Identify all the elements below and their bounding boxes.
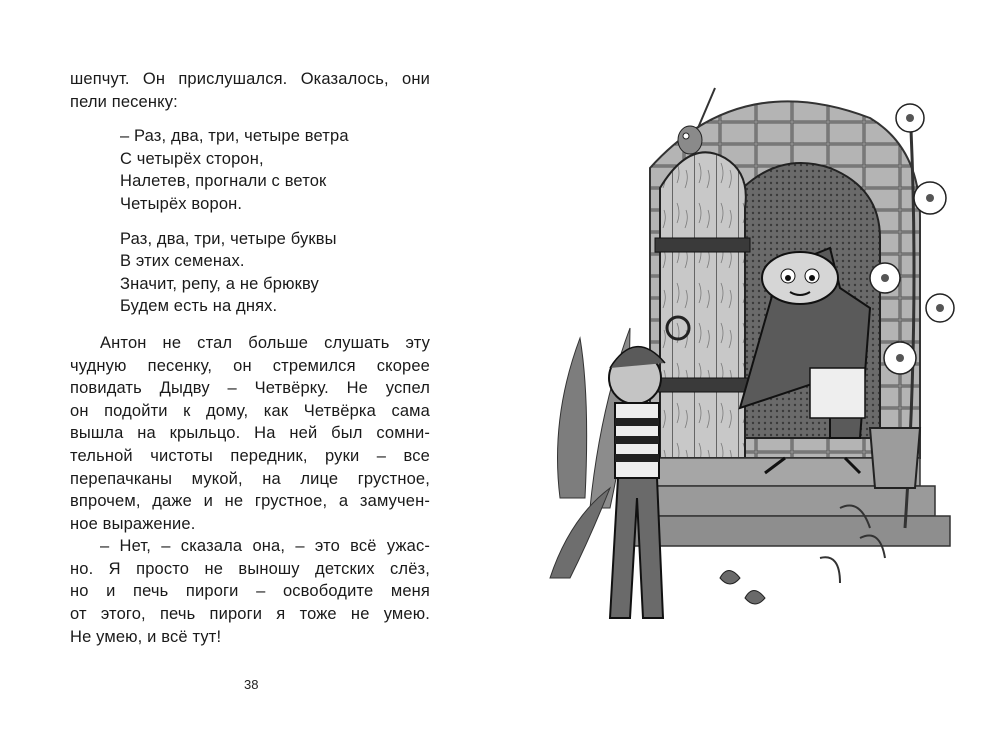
poem-line: Четырёх ворон. bbox=[120, 194, 243, 213]
text-line: вышла на крыльцо. На ней был сомни- bbox=[70, 424, 430, 443]
poem-line: В этих семенах. bbox=[120, 252, 245, 271]
paragraph bbox=[70, 332, 430, 535]
text-line: пели песенку: bbox=[70, 92, 178, 111]
text-line: перепачканы мукой, на лице грустное, bbox=[70, 469, 430, 488]
text-line: Антон не стал больше слушать эту bbox=[100, 333, 430, 352]
text-line: – Нет, – сказала она, – это всё ужас- bbox=[100, 537, 430, 556]
text-line: повидать Дыдву – Четвёрку. Не успел bbox=[70, 379, 430, 398]
text-line: впрочем, даже и не грустное, а замучен- bbox=[70, 492, 430, 511]
paragraph bbox=[70, 535, 430, 648]
text-line: но и печь пироги – освободите меня bbox=[70, 582, 430, 601]
text-line: но. Я просто не выношу детских слёз, bbox=[70, 559, 430, 578]
poem-line: Значит, репу, а не брюкву bbox=[120, 274, 319, 293]
poem-line: – Раз, два, три, четыре ветра bbox=[120, 127, 349, 146]
text-line: тельной чистоты передник, руки – все bbox=[70, 446, 430, 465]
text-line: ное выражение. bbox=[70, 514, 196, 533]
text-line: Не умею, и всё тут! bbox=[70, 627, 222, 646]
bucket bbox=[870, 428, 920, 488]
poem-stanza bbox=[120, 228, 430, 318]
text-line: он подойти к дому, как Четвёрка сама bbox=[70, 401, 430, 420]
story-illustration bbox=[540, 78, 980, 638]
poem-line: С четырёх сторон, bbox=[120, 149, 264, 168]
boy bbox=[609, 347, 665, 618]
poem-line: Раз, два, три, четыре буквы bbox=[120, 229, 337, 248]
poem-line: Будем есть на днях. bbox=[120, 297, 278, 316]
poem-stanza bbox=[120, 125, 430, 215]
page-number: 38 bbox=[244, 677, 259, 692]
poem-line: Налетев, прогнали с веток bbox=[120, 172, 327, 191]
text-line: от этого, печь пироги я тоже не умею. bbox=[70, 605, 430, 624]
wooden-door bbox=[655, 152, 750, 458]
text-column bbox=[70, 68, 430, 648]
text-line: шепчут. Он прислушался. Оказалось, они bbox=[70, 70, 430, 88]
text-line: чудную песенку, он стремился скорее bbox=[70, 356, 430, 375]
